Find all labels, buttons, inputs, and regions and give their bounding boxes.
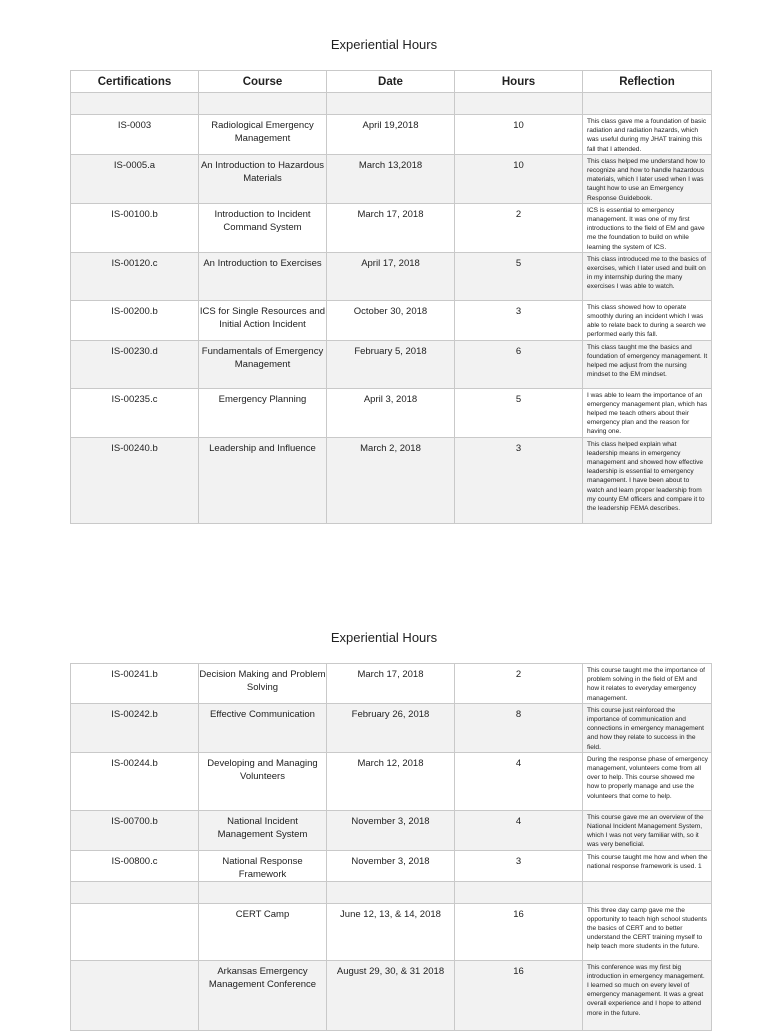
date-cell: June 12, 13, & 14, 2018 [327,903,455,960]
date-cell: February 5, 2018 [327,340,455,388]
page-title-2: Experiential Hours [330,630,438,645]
header-hours: Hours [455,71,583,93]
hours-cell: 5 [455,252,583,300]
date-cell: March 2, 2018 [327,437,455,523]
hours-cell: 3 [455,437,583,523]
hours-cell: 2 [455,203,583,252]
reflection-cell: This course just reinforced the importance of communication and connections in emergency management and how they relate to success in the field. [583,703,712,752]
table-row [71,340,712,388]
reflection-cell: During the response phase of emergency management, volunteers come from all over to help. This course showed me how to properly manage and use the volunteers that come to help. [583,752,712,810]
certification-cell: IS-00235.c [71,388,199,437]
date-cell: March 17, 2018 [327,664,455,704]
table-row [71,810,712,850]
table-row [71,960,712,1030]
certification-cell: IS-00120.c [71,252,199,300]
blank-row [71,93,712,115]
reflection-cell: This class helped me understand how to recognize and how to handle hazardous materials, which I later used when I was taught how to use an Emergency Response Guidebook. [583,154,712,203]
header-course: Course [199,71,327,93]
experiential-hours-table-1 [70,70,712,524]
reflection-cell: This conference was my first big introduction in emergency management. I learned so much on every level of emergency management. It was a great overall experience and I hope to attend more in the future. [583,960,712,1030]
certification-cell: IS-0003 [71,115,199,155]
date-cell: April 17, 2018 [327,252,455,300]
table-row [71,203,712,252]
reflection-cell: This course taught me how and when the national response framework is used. 1 [583,850,712,881]
hours-cell: 2 [455,664,583,704]
course-cell: An Introduction to Exercises [199,252,327,300]
reflection-cell: This three day camp gave me the opportunity to teach high school students the basics of CERT and to better understand the CERT training myself to help teach more students in the future. [583,903,712,960]
table-row [71,154,712,203]
course-cell: Emergency Planning [199,388,327,437]
hours-cell: 3 [455,300,583,340]
header-certifications: Certifications [71,71,199,93]
reflection-cell: This course taught me the importance of problem solving in the field of EM and how it relates to everyday emergency management. [583,664,712,704]
course-cell: Developing and Managing Volunteers [199,752,327,810]
hours-cell: 4 [455,752,583,810]
date-cell: August 29, 30, & 31 2018 [327,960,455,1030]
table-row [71,300,712,340]
reflection-cell: I was able to learn the importance of an emergency management plan, which has helped me teach others about their emergency plan and the reason for having one. [583,388,712,437]
date-cell: October 30, 2018 [327,300,455,340]
reflection-cell: This course gave me an overview of the National Incident Management System, which I was not very familiar with, so it was very beneficial. [583,810,712,850]
hours-cell: 5 [455,388,583,437]
page-title-1: Experiential Hours [330,37,438,52]
course-cell: Radiological Emergency Management [199,115,327,155]
table-row [71,752,712,810]
course-cell: Effective Communication [199,703,327,752]
certification-cell: IS-00240.b [71,437,199,523]
course-cell: CERT Camp [199,903,327,960]
course-cell: An Introduction to Hazardous Materials [199,154,327,203]
course-cell: Introduction to Incident Command System [199,203,327,252]
course-cell: Leadership and Influence [199,437,327,523]
course-cell: ICS for Single Resources and Initial Action Incident [199,300,327,340]
blank-row [71,881,712,903]
table-row [71,703,712,752]
table-row [71,903,712,960]
certification-cell: IS-00200.b [71,300,199,340]
reflection-cell: This class helped explain what leadership means in emergency management and showed how effective leadership is essential to emergency management. I have been about to watch and learn proper leadership from my county EM officers and compare it to the leadership FEMA describes. [583,437,712,523]
hours-cell: 16 [455,960,583,1030]
certification-cell: IS-00700.b [71,810,199,850]
header-reflection: Reflection [583,71,712,93]
date-cell: March 12, 2018 [327,752,455,810]
hours-cell: 4 [455,810,583,850]
course-cell: Decision Making and Problem Solving [199,664,327,704]
hours-cell: 6 [455,340,583,388]
table-row [71,664,712,704]
header-date: Date [327,71,455,93]
date-cell: November 3, 2018 [327,850,455,881]
course-cell: National Response Framework [199,850,327,881]
table-row [71,437,712,523]
certification-cell: IS-00244.b [71,752,199,810]
table-row [71,115,712,155]
date-cell: March 17, 2018 [327,203,455,252]
reflection-cell: This class introduced me to the basics of exercises, which I later used and built on in my internship during the many exercises I was able to watch. [583,252,712,300]
course-cell: Fundamentals of Emergency Management [199,340,327,388]
date-cell: November 3, 2018 [327,810,455,850]
course-cell: National Incident Management System [199,810,327,850]
reflection-cell: This class taught me the basics and foundation of emergency management. It helped me adjust from the nursing mindset to the EM mindset. [583,340,712,388]
table-row [71,252,712,300]
date-cell: April 19,2018 [327,115,455,155]
certification-cell: IS-00230.d [71,340,199,388]
certification-cell [71,960,199,1030]
experiential-hours-table-2 [70,663,712,1031]
certification-cell: IS-00800.c [71,850,199,881]
header-row [71,71,712,93]
date-cell: March 13,2018 [327,154,455,203]
course-cell: Arkansas Emergency Management Conference [199,960,327,1030]
table-row [71,850,712,881]
reflection-cell: ICS is essential to emergency management. It was one of my first introductions to the field of EM and gave me the foundation to build on while learning the system of ICS. [583,203,712,252]
certification-cell: IS-00242.b [71,703,199,752]
reflection-cell: This class gave me a foundation of basic radiation and radiation hazards, which was useful during my JHAT training this fall that I attended. [583,115,712,155]
hours-cell: 10 [455,115,583,155]
certification-cell: IS-0005.a [71,154,199,203]
table-row [71,388,712,437]
hours-cell: 3 [455,850,583,881]
certification-cell: IS-00100.b [71,203,199,252]
hours-cell: 16 [455,903,583,960]
date-cell: April 3, 2018 [327,388,455,437]
certification-cell: IS-00241.b [71,664,199,704]
hours-cell: 8 [455,703,583,752]
reflection-cell: This class showed how to operate smoothly during an incident which I was able to relate back to during a search we performed early this fall. [583,300,712,340]
hours-cell: 10 [455,154,583,203]
date-cell: February 26, 2018 [327,703,455,752]
certification-cell [71,903,199,960]
